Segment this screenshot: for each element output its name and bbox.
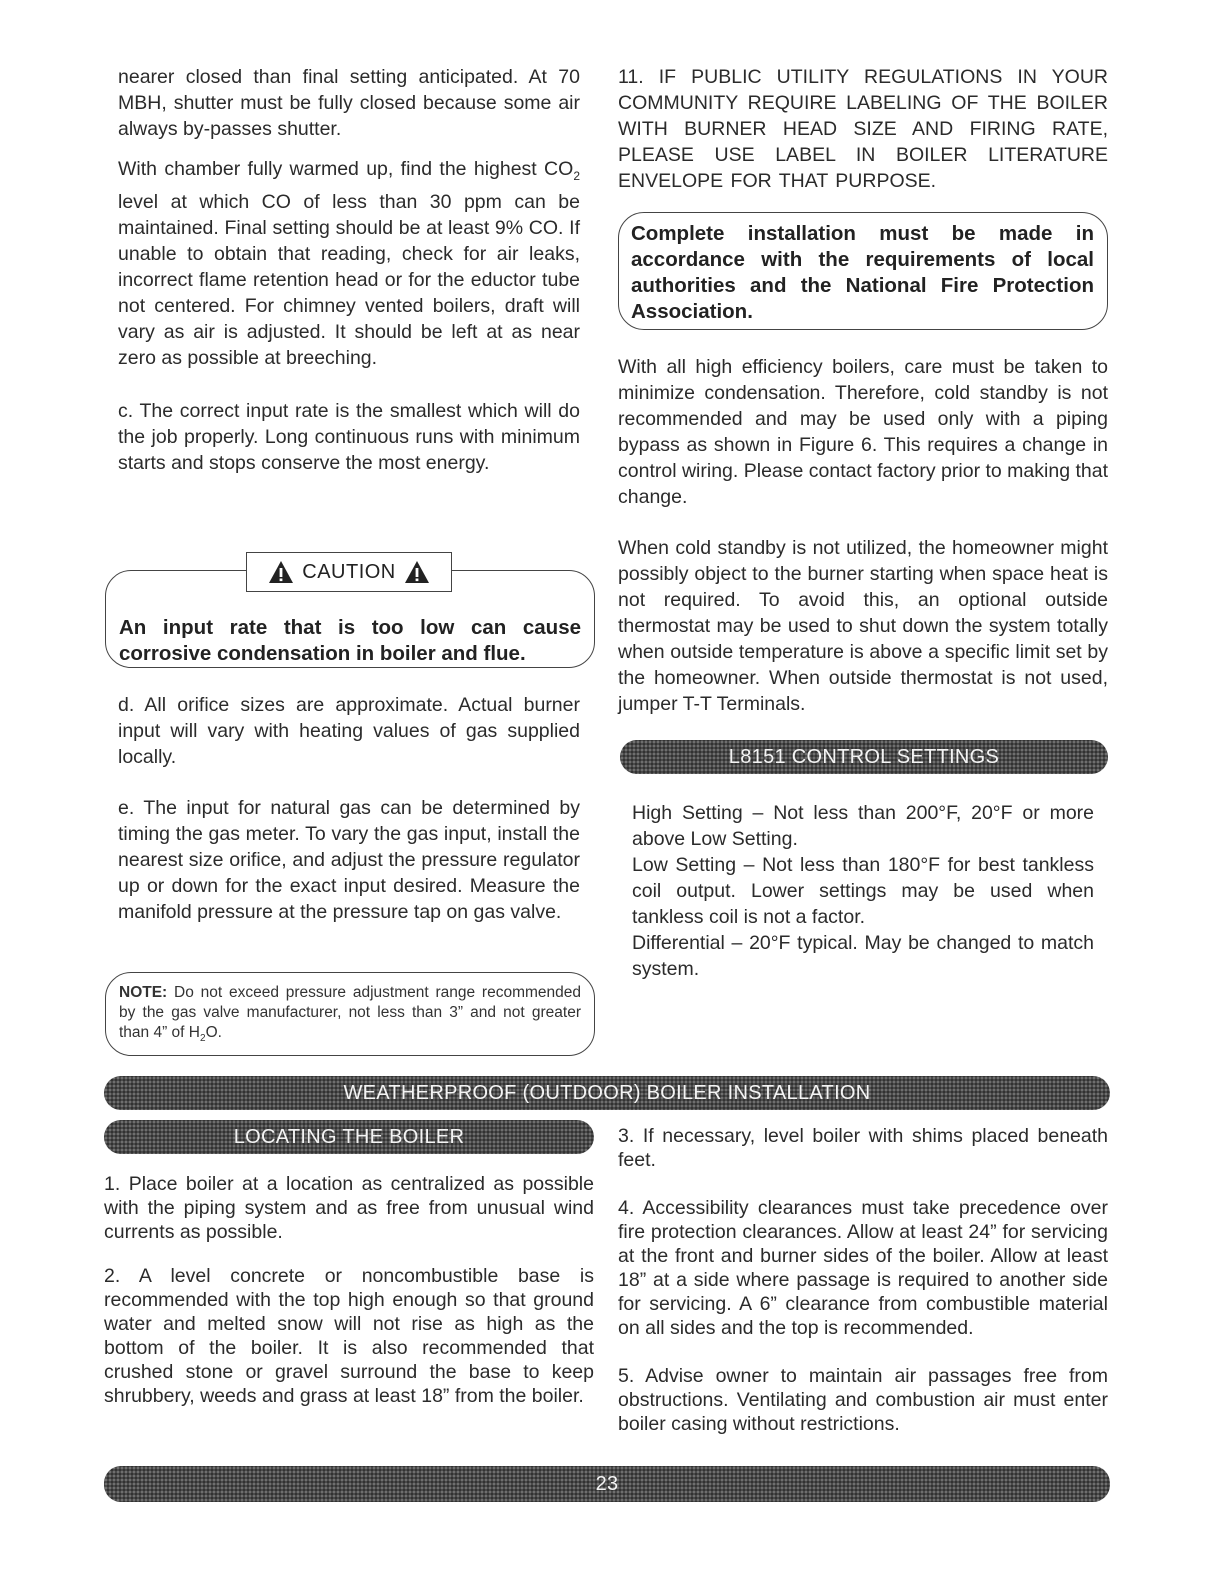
caution-label: CAUTION bbox=[246, 552, 452, 592]
low-setting: Low Setting – Not less than 180°F for best tankless coil output. Lower settings may be used when tankless coil is not a factor. bbox=[632, 854, 1094, 928]
right-column-middle bbox=[618, 354, 1108, 717]
paragraph-input-rate: c. The correct input rate is the smallest which will do the job properly. Long continuous runs with minimum starts and stops conserve the most energy. bbox=[118, 399, 580, 474]
page-number: 23 bbox=[104, 1466, 1110, 1502]
h2o-subscript: 2 bbox=[200, 1033, 206, 1045]
paragraph-high-efficiency: With all high efficiency boilers, care must be taken to minimize condensation. Therefore, cold standby is not recommended and may be used only with a piping bypass as shown in Figure 6. This requires a change in control wiring. Please contact factory prior to making that change. bbox=[618, 356, 1108, 508]
locating-boiler-heading: LOCATING THE BOILER bbox=[104, 1120, 594, 1154]
note-text: NOTE: Do not exceed pressure adjustment range recommended by the gas valve manufacturer, not less than 3” and not greater than 4” of $H_2O$. bbox=[119, 984, 581, 1045]
weatherproof-heading: WEATHERPROOF (OUTDOOR) BOILER INSTALLATION bbox=[104, 1076, 1110, 1110]
co2-subscript: 2 bbox=[573, 168, 580, 183]
item-5: 5. Advise owner to maintain air passages free from obstructions. Ventilating and combustion air must enter boiler casing without restrictions. bbox=[618, 1365, 1108, 1435]
item-4: 4. Accessibility clearances must take precedence over fire protection clearances. Allow at least 24” for servicing at the front and burner sides of the boiler. Allow at least 18” at a side where passage is required to another side for servicing. A 6” clearance from combustible material on all sides and the top is recommended. bbox=[618, 1197, 1108, 1339]
item-2: 2. A level concrete or noncombustible base is recommended with the top high enough so that ground water and melted snow will not rise as high as the bottom of the boiler. It is also recommended that crushed stone or gravel surround the base to keep shrubbery, weeds and grass at least 18” from the boiler. bbox=[104, 1265, 594, 1407]
paragraph-natural-gas: e. The input for natural gas can be determined by timing the gas meter. To vary the gas input, install the nearest size orifice, and adjust the pressure regulator up or down for the exact input desired. Measure the manifold pressure at the pressure tap on gas valve. bbox=[118, 797, 580, 923]
notice-box bbox=[618, 212, 1108, 330]
left-column-lower bbox=[118, 692, 580, 925]
warning-triangle-icon bbox=[404, 560, 430, 584]
paragraph-cold-standby: When cold standby is not utilized, the homeowner might possibly object to the burner starting when space heat is not required. To avoid this, an optional outside thermostat may be used to shut down the system totally when outside temperature is above a specific limit set by the homeowner. When outside thermostat is not used, jumper T-T Terminals. bbox=[618, 537, 1108, 715]
caution-text: An input rate that is too low can cause corrosive condensation in boiler and flue. bbox=[119, 616, 581, 665]
paragraph-public-utility: 11. IF PUBLIC UTILITY REGULATIONS IN YOUR COMMUNITY REQUIRE LABELING OF THE BOILER WITH BURNER HEAD SIZE AND FIRING RATE, PLEASE USE LABEL IN BOILER LITERATURE ENVELOPE FOR THAT PURPOSE. bbox=[618, 66, 1108, 192]
paragraph-co2: With chamber fully warmed up, find the highest $CO_2$ level at which CO of less than 30 ppm can be maintained. Final setting should be at least 9% CO. If unable to obtain that reading, check for air leaks, incorrect flame retention head or for the eductor tube not centered. For chimney vented boilers, draft will vary as air is adjusted. It should be left at as near zero as possible at breeching. bbox=[118, 158, 580, 369]
paragraph-orifice: d. All orifice sizes are approximate. Actual burner input will vary with heating values of gas supplied locally. bbox=[118, 694, 580, 768]
paragraph-shutter: nearer closed than final setting anticipated. At 70 MBH, shutter must be fully closed because some air always by-passes shutter. bbox=[118, 66, 580, 140]
note-box bbox=[105, 972, 595, 1056]
locating-left bbox=[104, 1172, 594, 1408]
differential-setting: Differential – 20°F typical. May be changed to match system. bbox=[632, 932, 1094, 980]
item-1: 1. Place boiler at a location as centralized as possible with the piping system and as free from unusual wind currents as possible. bbox=[104, 1173, 594, 1243]
high-setting: High Setting – Not less than 200°F, 20°F or more above Low Setting. bbox=[632, 802, 1094, 850]
notice-text: Complete installation must be made in accordance with the requirements of local authorities and the National Fire Protection Association. bbox=[631, 222, 1094, 323]
right-column bbox=[618, 64, 1108, 194]
locating-right bbox=[618, 1124, 1108, 1436]
note-label: NOTE: bbox=[119, 984, 168, 1001]
l8151-settings bbox=[632, 800, 1094, 982]
left-column bbox=[118, 64, 580, 476]
warning-triangle-icon bbox=[268, 560, 294, 584]
l8151-heading: L8151 CONTROL SETTINGS bbox=[620, 740, 1108, 774]
item-3: 3. If necessary, level boiler with shims placed beneath feet. bbox=[618, 1125, 1108, 1171]
